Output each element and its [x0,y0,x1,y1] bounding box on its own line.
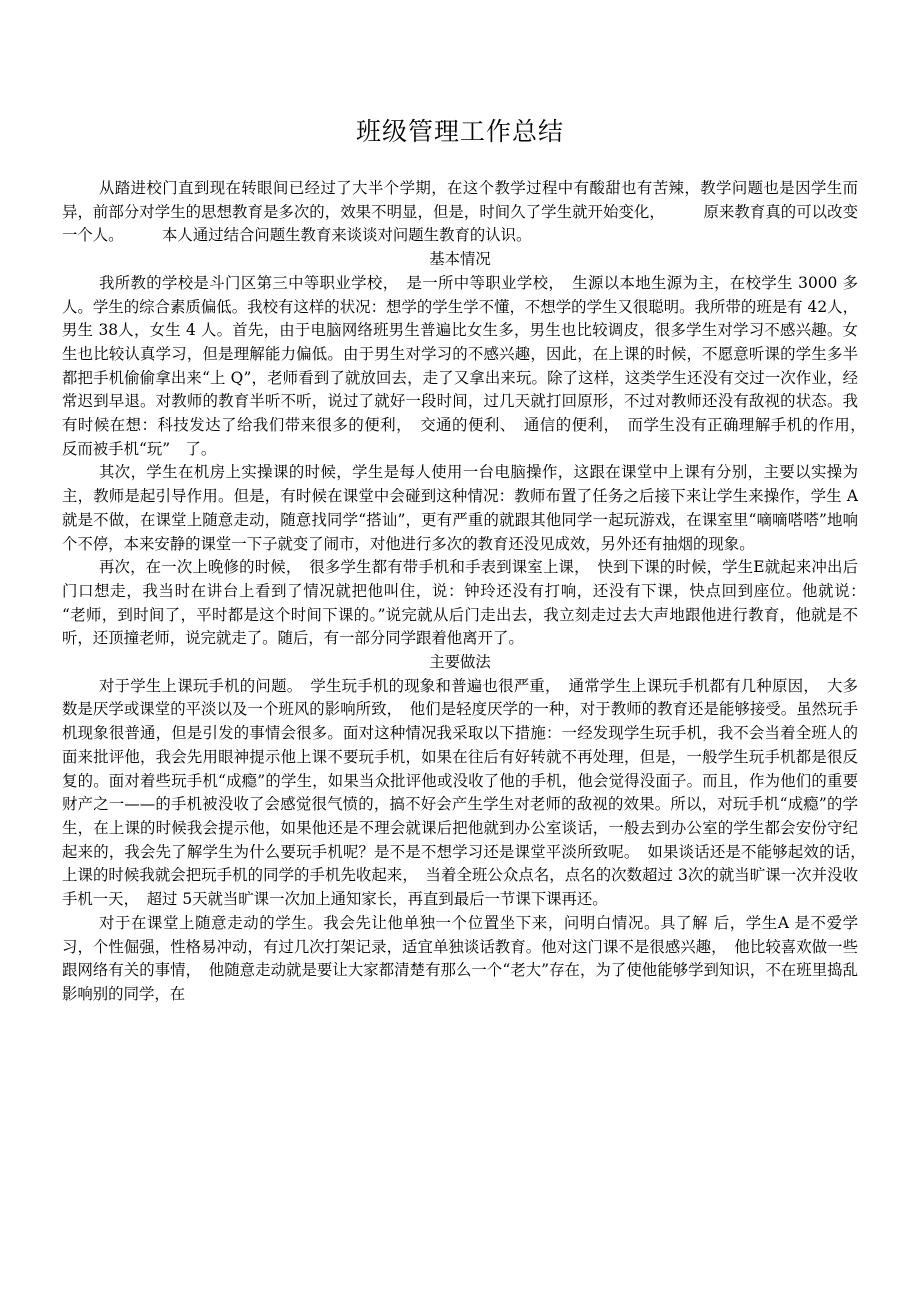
heading-basic-situation: 基本情况 [429,250,491,269]
heading-main-methods: 主要做法 [429,653,491,672]
basic-situation-paragraph-3: 再次，在一次上晚修的时候， 很多学生都有带手机和手表到课室上课， 快到下课的时候，学生E就起来冲出后门口想走，我当时在讲台上看到了情况就把他叫住，说：钟玲还没有打响，还没有下课，快点回到座位。他就说： “老师，到时间了，平时都是这个时间下课的。”说完就从后门走出去，我立刻走过去大声地跟他进行教育，他就是不听，还顶撞老师，说完就走了。随后，有一部分同学跟着他离开了。 [62,558,874,648]
basic-situation-paragraph-1: 我所教的学校是斗门区第三中等职业学校， 是一所中等职业学校， 生源以本地生源为主，在校学生 3000 多人。学生的综合素质偏低。我校有这样的状况：想学的学生学不懂，不想学的学生又很聪明。我所带的班是有 42人，男生 38人，女生 4 人。首先，由于电脑网络班男生普遍比女生多，男生也比较调皮，很多学生对学习不感兴趣。女生也比较认真学习，但是理解能力偏低。由于男生对学习的不感兴趣，因此，在上课的时候，不愿意听课的学生多半都把手机偷偷拿出来“上 Q”，老师看到了就放回去，走了又拿出来玩。除了这样，这类学生还没有交过一次作业，经常迟到早退。对教师的教育半听不听，说过了就好一段时间，过几天就打回原形，不过对教师还没有敌视的状态。我有时候在想：科技发达了给我们带来很多的便利， 交通的便利、 通信的便利， 而学生没有正确理解手机的作用， 反而被手机“玩” 了。 [62,273,874,458]
main-methods-paragraph-2: 对于在课堂上随意走动的学生。我会先让他单独一个位置坐下来，问明白情况。具了解 后，学生A 是不爱学习，个性倔强，性格易冲动，有过几次打架记录，适宜单独谈话教育。他对这门课不是很感兴趣， 他比较喜欢做一些跟网络有关的事情， 他随意走动就是要让大家都清楚有那么一个“老大”存在，为了使他能够学到知识，不在班里捣乱影响别的同学，在 [62,913,858,1003]
page-title: 班级管理工作总结 [355,117,564,146]
intro-paragraph: 从踏进校门直到现在转眼间已经过了大半个学期，在这个教学过程中有酸甜也有苦辣，教学问题也是因学生而异，前部分对学生的思想教育是多次的，效果不明显，但是，时间久了学生就开始变化， 原来教育真的可以改变一个人。 本人通过结合问题生教育来谈谈对问题生教育的认识。 [62,179,858,245]
document-body [0,177,920,1007]
basic-situation-paragraph-2: 其次，学生在机房上实操课的时候，学生是每人使用一台电脑操作，这跟在课堂中上课有分别，主要以实操为主，教师是起引导作用。但是，有时候在课堂中会碰到这种情况：教师布置了任务之后接下来让学生来操作，学生 A 就是不做，在课堂上随意走动，随意找同学“搭讪”，更有严重的就跟其他同学一起玩游戏，在课室里“嘀嘀嗒嗒”地响个不停，本来安静的课堂一下子就变了闹市，对他进行多次的教育还没见成效，另外还有抽烟的现象。 [62,463,858,553]
main-methods-paragraph-1: 对于学生上课玩手机的问题。 学生玩手机的现象和普遍也很严重， 通常学生上课玩手机都有几种原因， 大多数是厌学或课堂的平淡以及一个班风的影响所致， 他们是轻度厌学的一种，对于教师的教育还是能够接受。虽然玩手机现象很普通，但是引发的事情会很多。面对这种情况我采取以下措施：一经发现学生玩手机，我不会当着全班人的面来批评他，我会先用眼神提示他上课不要玩手机，如果在往后有好转就不再处理，但是，一般学生玩手机都是很反复的。面对着些玩手机“成瘾”的学生，如果当众批评他或没收了他的手机，他会觉得没面子。而且，作为他们的重要财产之一——的手机被没收了会感觉很气愤的，搞不好会产生学生对老师的敌视的效果。所以，对玩手机“成瘾”的学生，在上课的时候我会提示他，如果他还是不理会就课后把他就到办公室谈话，一般去到办公室的学生都会安份守纪起来的，我会先了解学生为什么要玩手机呢？是不是不想学习还是课堂平淡所致呢。 如果谈话还是不能够起效的话， 上课的时候我就会把玩手机的同学的手机先收起来， 当着全班公众点名，点名的次数超过 3次的就当旷课一次并没收手机一天， 超过 5天就当旷课一次加上通知家长，再直到最后一节课下课再还。 [62,676,874,909]
